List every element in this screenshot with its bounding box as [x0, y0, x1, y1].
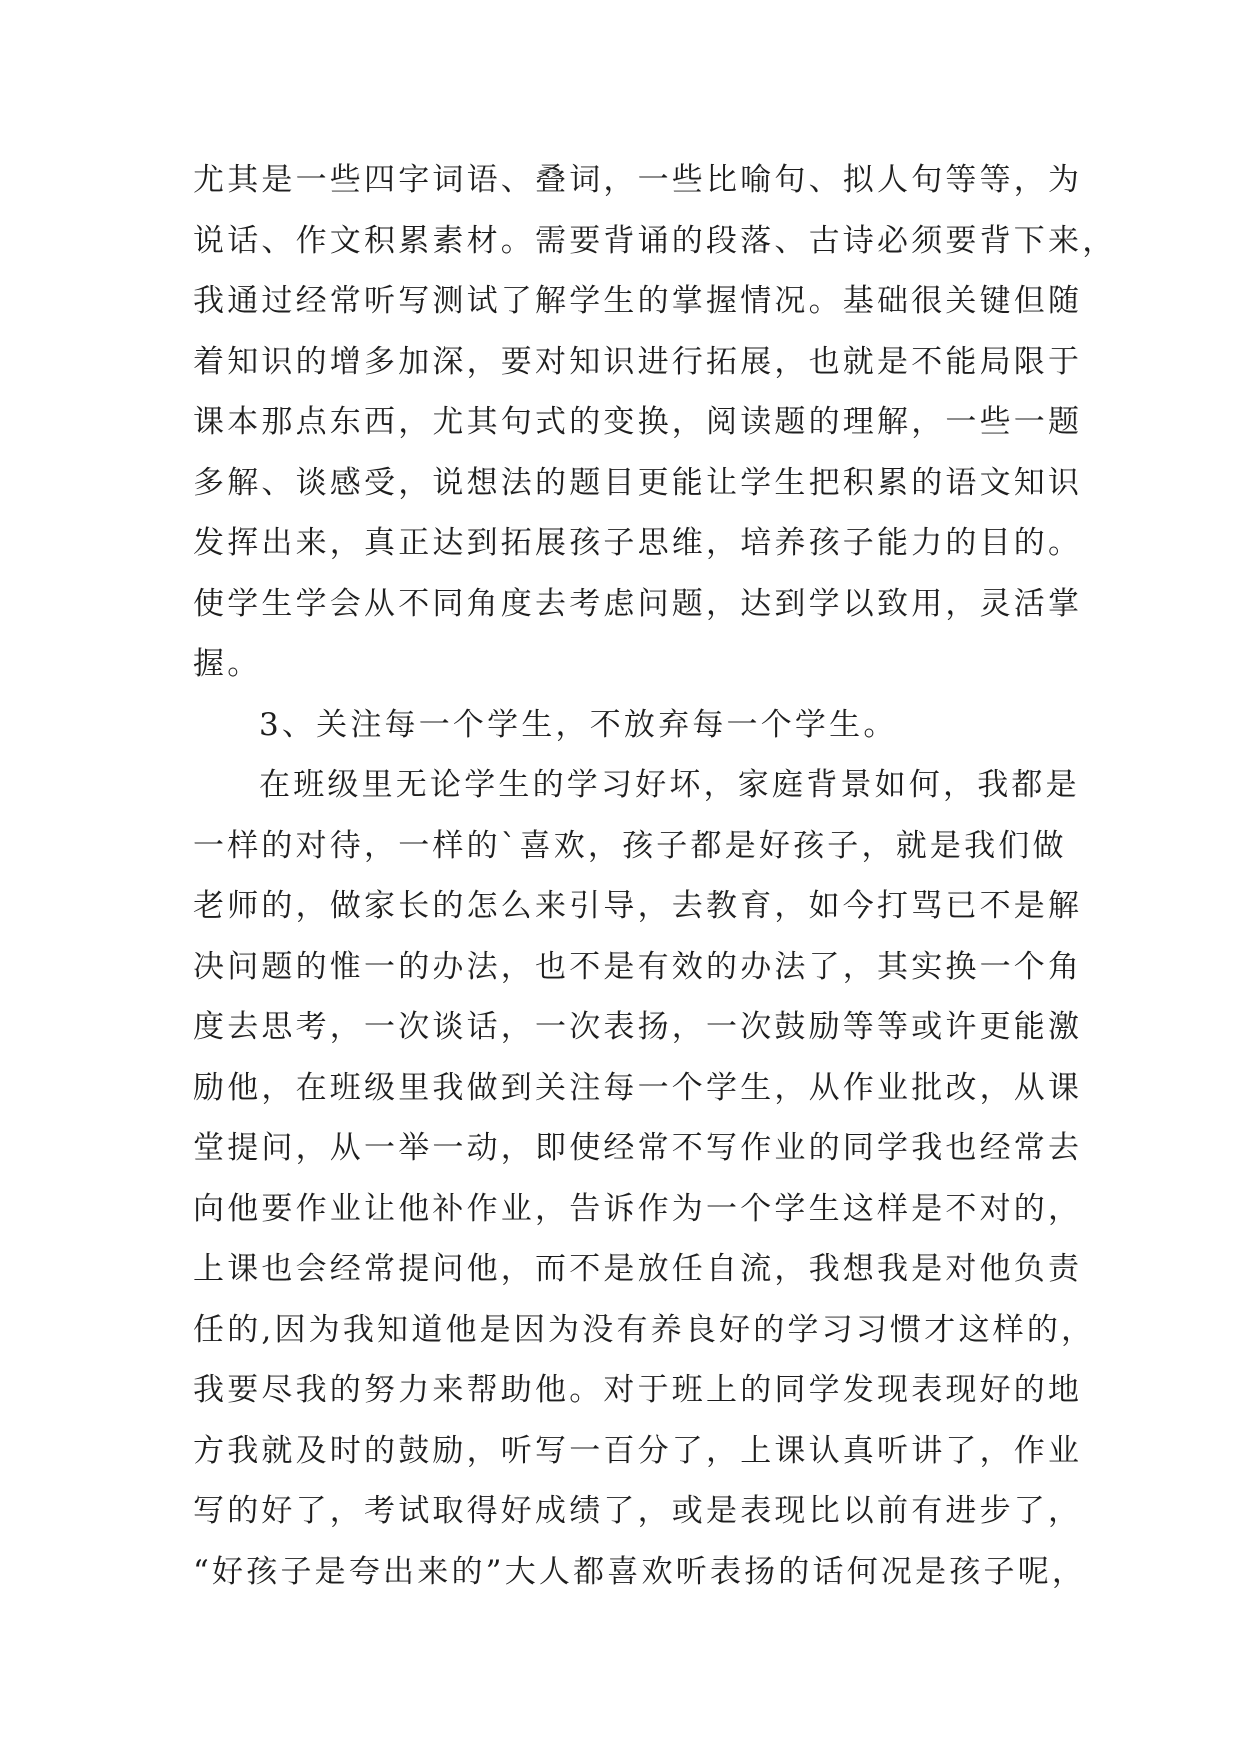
text-line: 写的好了，考试取得好成绩了，或是表现比以前有进步了，	[193, 1493, 1083, 1529]
text-line: 度去思考，一次谈话，一次表扬，一次鼓励等等或许更能激	[193, 1009, 1083, 1045]
section-heading: 3、关注每一个学生，不放弃每一个学生。	[259, 706, 898, 743]
text-line: 我通过经常听写测试了解学生的掌握情况。基础很关键但随	[193, 283, 1083, 319]
text-line: 方我就及时的鼓励，听写一百分了，上课认真听讲了，作业	[193, 1432, 1083, 1469]
text-line: 上课也会经常提问他，而不是放任自流，我想我是对他负责	[193, 1251, 1083, 1287]
text-line: 在班级里无论学生的学习好坏，家庭背景如何，我都是	[259, 767, 1080, 803]
text-line: 着知识的增多加深，要对知识进行拓展，也就是不能局限于	[193, 343, 1083, 380]
text-line: 课本那点东西，尤其句式的变换，阅读题的理解，一些一题	[193, 404, 1083, 440]
text-line: “好孩子是夸出来的”大人都喜欢听表扬的话何况是孩子呢，	[193, 1553, 1087, 1590]
text-line: 向他要作业让他补作业，告诉作为一个学生这样是不对的，	[193, 1190, 1083, 1227]
text-line: 说话、作文积累素材。需要背诵的段落、古诗必须要背下来，	[193, 222, 1117, 259]
text-line: 尤其是一些四字词语、叠词，一些比喻句、拟人句等等，为	[193, 162, 1083, 198]
text-line: 使学生学会从不同角度去考虑问题，达到学以致用，灵活掌	[193, 585, 1083, 622]
text-line: 握。	[193, 646, 262, 682]
body-text	[193, 162, 1117, 1614]
text-line: 老师的，做家长的怎么来引导，去教育，如今打骂已不是解	[193, 888, 1083, 924]
text-line: 发挥出来，真正达到拓展孩子思维，培养孩子能力的目的。	[193, 525, 1083, 561]
text-line: 任的,因为我知道他是因为没有养良好的学习习惯才这样的，	[193, 1311, 1096, 1348]
text-line: 一样的对待，一样的`喜欢，孩子都是好孩子，就是我们做	[193, 827, 1067, 864]
text-line: 多解、谈感受，说想法的题目更能让学生把积累的语文知识	[193, 464, 1083, 501]
text-line: 决问题的惟一的办法，也不是有效的办法了，其实换一个角	[193, 948, 1083, 985]
text-line: 励他，在班级里我做到关注每一个学生，从作业批改，从课	[193, 1069, 1083, 1106]
text-line: 我要尽我的努力来帮助他。对于班上的同学发现表现好的地	[193, 1372, 1083, 1408]
text-line: 堂提问，从一举一动，即使经常不写作业的同学我也经常去	[193, 1130, 1083, 1166]
